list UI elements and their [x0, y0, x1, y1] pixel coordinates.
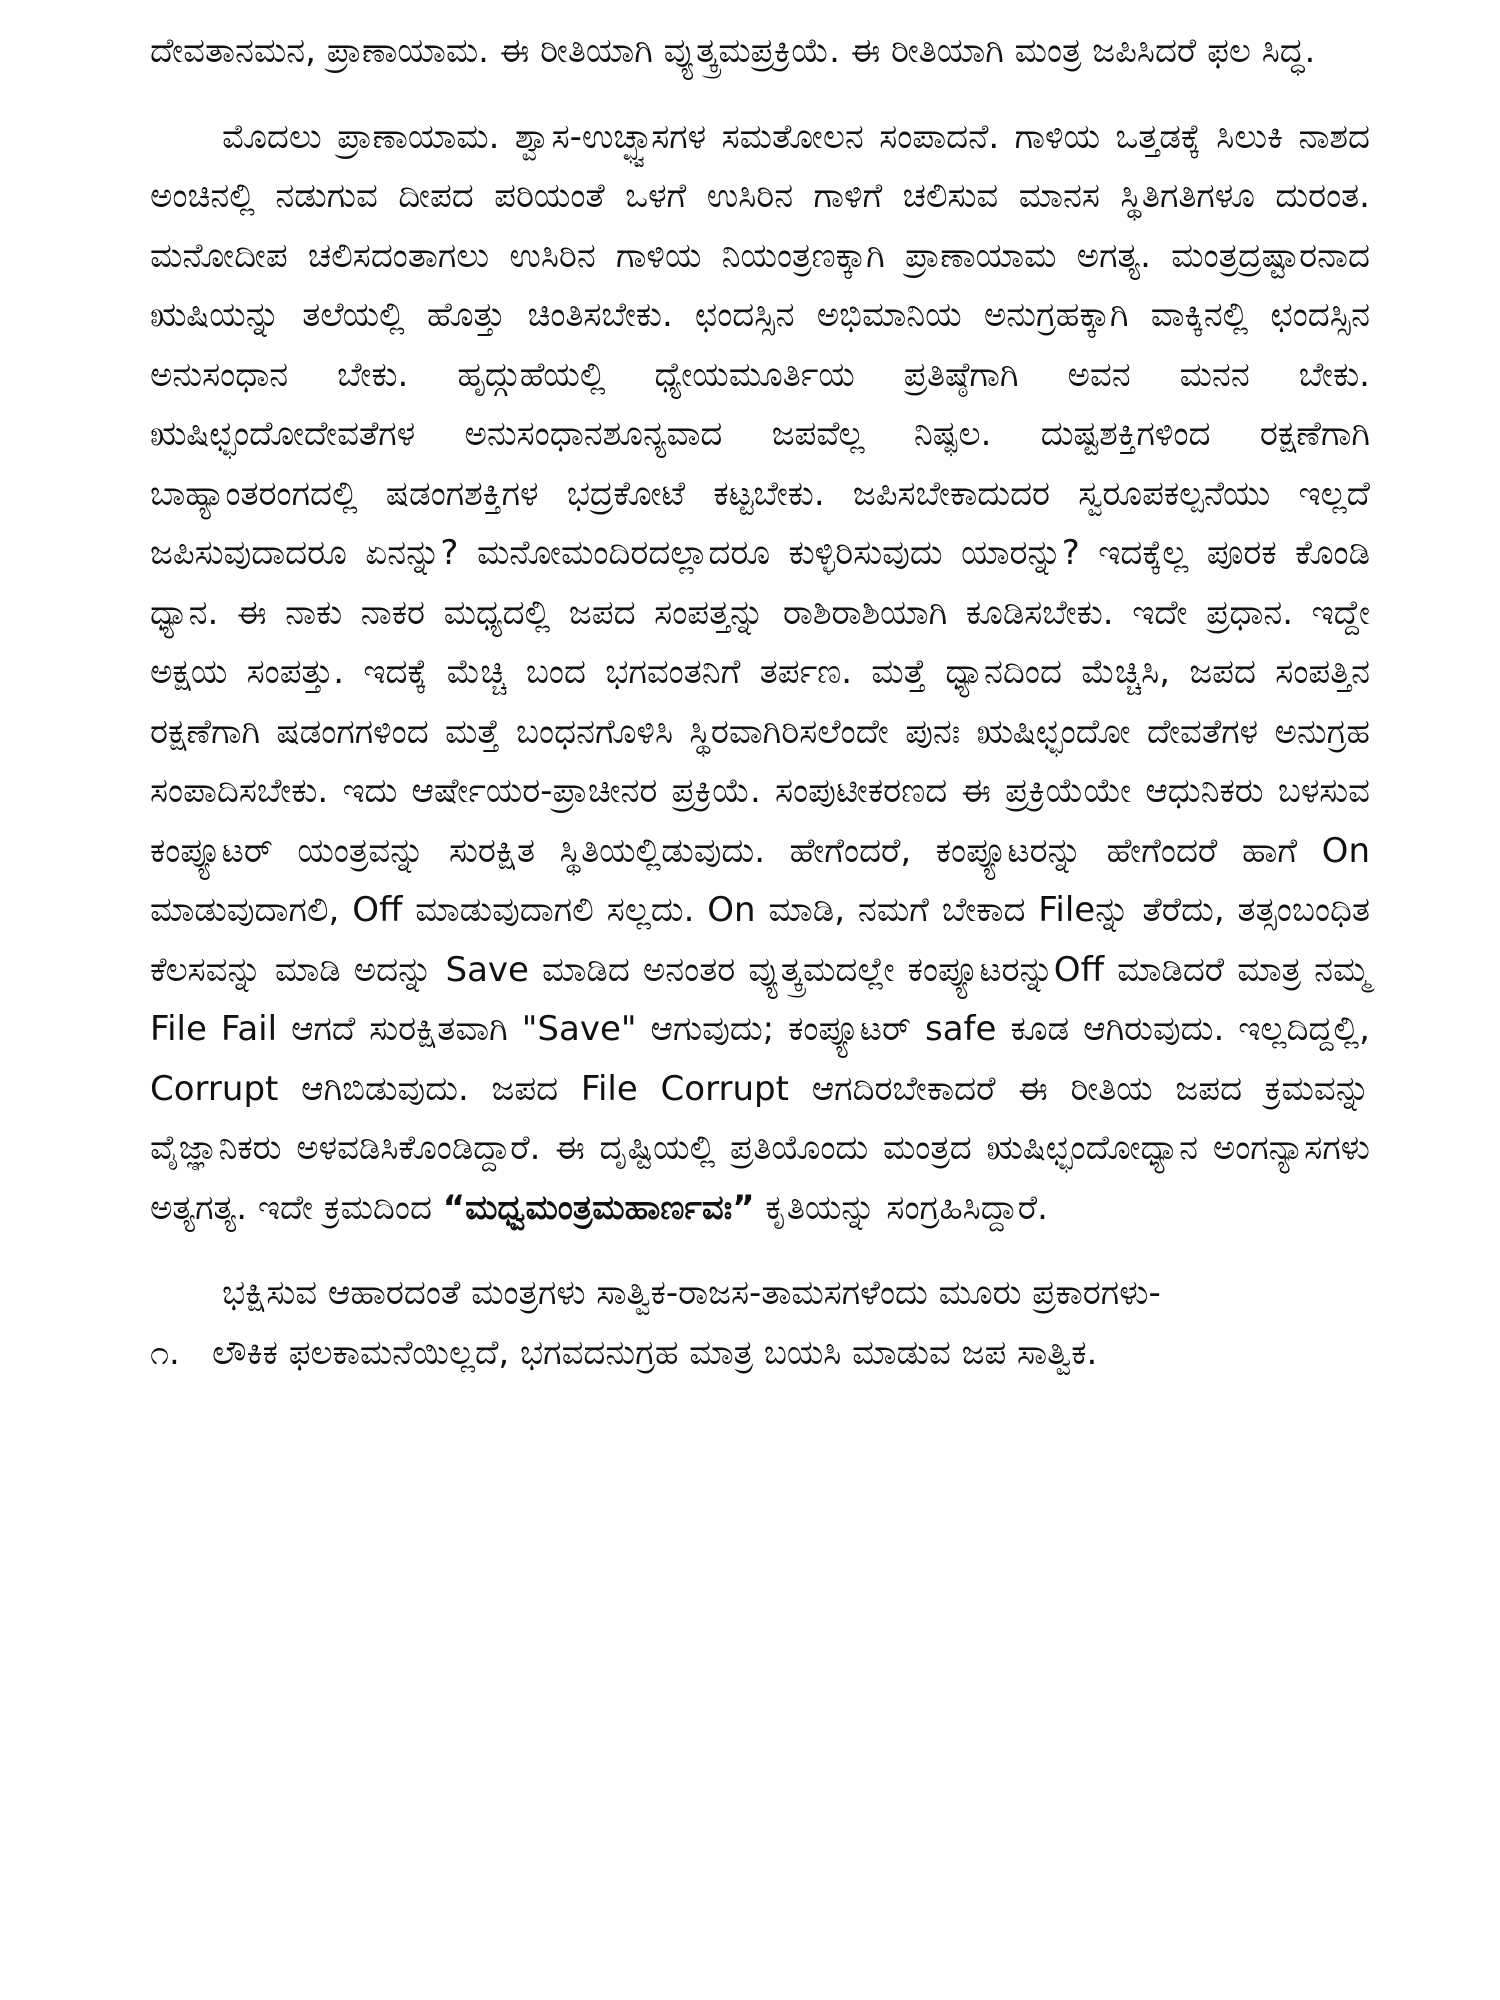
book-title: “ಮಧ್ವಮಂತ್ರಮಹಾರ್ಣವಃ”: [442, 1187, 755, 1228]
intro-paragraph: ದೇವತಾನಮನ, ಪ್ರಾಣಾಯಾಮ. ಈ ರೀತಿಯಾಗಿ ವ್ಯುತ್ಕ್ರಮಪ್ರಕ್ರಿಯೆ. ಈ ರೀತಿಯಾಗಿ ಮಂತ್ರ ಜಪಿಸಿದರೆ ಫಲ ಸಿದ್ಧ.: [150, 31, 1316, 71]
list-item: [150, 1324, 1370, 1384]
document-page: [150, 22, 1370, 1383]
main-paragraph: [150, 108, 1370, 1239]
list-item-number: ೧.: [150, 1332, 180, 1373]
list-item-text: ಲೌಕಿಕ ಫಲಕಾಮನೆಯಿಲ್ಲದೆ, ಭಗವದನುಗ್ರಹ ಮಾತ್ರ ಬಯಸಿ ಮಾಡುವ ಜಪ ಸಾತ್ವಿಕ.: [212, 1332, 1098, 1373]
main-paragraph-end: ಕೃತಿಯನ್ನು ಸಂಗ್ರಹಿಸಿದ್ದಾರೆ.: [754, 1187, 1048, 1228]
types-intro-paragraph: ಭಕ್ಷಿಸುವ ಆಹಾರದಂತೆ ಮಂತ್ರಗಳು ಸಾತ್ವಿಕ-ರಾಜಸ-ತಾಮಸಗಳೆಂದು ಮೂರು ಪ್ರಕಾರಗಳು-: [222, 1273, 1161, 1313]
main-paragraph-text: ಮೊದಲು ಪ್ರಾಣಾಯಾಮ. ಶ್ವಾಸ-ಉಚ್ಛ್ವಾಸಗಳ ಸಮತೋಲನ ಸಂಪಾದನೆ. ಗಾಳಿಯ ಒತ್ತಡಕ್ಕೆ ಸಿಲುಕಿ ನಾಶದ ಅಂಚಿನಲ್ಲಿ ನಡುಗುವ ದೀಪದ ಪರಿಯಂತೆ ಒಳಗೆ ಉಸಿರಿನ ಗಾಳಿಗೆ ಚಲಿಸುವ ಮಾನಸ ಸ್ಥಿತಿಗತಿಗಳೂ ದುರಂತ. ಮನೋದೀಪ ಚಲಿಸದಂತಾಗಲು ಉಸಿರಿನ ಗಾಳಿಯ ನಿಯಂತ್ರಣಕ್ಕಾಗಿ ಪ್ರಾಣಾಯಾಮ ಅಗತ್ಯ. ಮಂತ್ರದ್ರಷ್ಟಾರನಾದ ಋಷಿಯನ್ನು ತಲೆಯಲ್ಲಿ ಹೊತ್ತು ಚಿಂತಿಸಬೇಕು. ಛಂದಸ್ಸಿನ ಅಭಿಮಾನಿಯ ಅನುಗ್ರಹಕ್ಕಾಗಿ ವಾಕ್ಕಿನಲ್ಲಿ ಛಂದಸ್ಸಿನ ಅನುಸಂಧಾನ ಬೇಕು. ಹೃದ್ಗುಹೆಯಲ್ಲಿ ಧ್ಯೇಯಮೂರ್ತಿಯ ಪ್ರತಿಷ್ಠೆಗಾಗಿ ಅವನ ಮನನ ಬೇಕು. ಋಷಿಛ್ಛಂದೋದೇವತೆಗಳ ಅನುಸಂಧಾನಶೂನ್ಯವಾದ ಜಪವೆಲ್ಲ ನಿಷ್ಫಲ. ದುಷ್ಟಶಕ್ತಿಗಳಿಂದ ರಕ್ಷಣೆಗಾಗಿ ಬಾಹ್ಯಾಂತರಂಗದಲ್ಲಿ ಷಡಂಗಶಕ್ತಿಗಳ ಭದ್ರಕೋಟೆ ಕಟ್ಟಬೇಕು. ಜಪಿಸಬೇಕಾದುದರ ಸ್ವರೂಪಕಲ್ಪನೆಯು ಇಲ್ಲದೆ ಜಪಿಸುವುದಾದರೂ ಏನನ್ನು? ಮನೋಮಂದಿರದಲ್ಲಾದರೂ ಕುಳ್ಳಿರಿಸುವುದು ಯಾರನ್ನು? ಇದಕ್ಕೆಲ್ಲ ಪೂರಕ ಕೊಂಡಿ ಧ್ಯಾನ. ಈ ನಾಕು ನಾಕರ ಮಧ್ಯದಲ್ಲಿ ಜಪದ ಸಂಪತ್ತನ್ನು ರಾಶಿರಾಶಿಯಾಗಿ ಕೂಡಿಸಬೇಕು. ಇದೇ ಪ್ರಧಾನ. ಇದ್ದೇ ಅಕ್ಷಯ ಸಂಪತ್ತು. ಇದಕ್ಕೆ ಮೆಚ್ಚಿ ಬಂದ ಭಗವಂತನಿಗೆ ತರ್ಪಣ. ಮತ್ತೆ ಧ್ಯಾನದಿಂದ ಮೆಚ್ಚಿಸಿ, ಜಪದ ಸಂಪತ್ತಿನ ರಕ್ಷಣೆಗಾಗಿ ಷಡಂಗಗಳಿಂದ ಮತ್ತೆ ಬಂಧನಗೊಳಿಸಿ ಸ್ಥಿರವಾಗಿರಿಸಲೆಂದೇ ಪುನಃ ಋಷಿಛ್ಛಂದೋ ದೇವತೆಗಳ ಅನುಗ್ರಹ ಸಂಪಾದಿಸಬೇಕು. ಇದು ಆರ್ಷೇಯರ-ಪ್ರಾಚೀನರ ಪ್ರಕ್ರಿಯೆ. ಸಂಪುಟೀಕರಣದ ಈ ಪ್ರಕ್ರಿಯೆಯೇ ಆಧುನಿಕರು ಬಳಸುವ ಕಂಪ್ಯೂಟರ್ ಯಂತ್ರವನ್ನು ಸುರಕ್ಷಿತ ಸ್ಥಿತಿಯಲ್ಲಿಡುವುದು. ಹೇಗೆಂದರೆ, ಕಂಪ್ಯೂಟರನ್ನು ಹೇಗೆಂದರೆ ಹಾಗೆ On ಮಾಡುವುದಾಗಲಿ, Off ಮಾಡುವುದಾಗಲಿ ಸಲ್ಲದು. On ಮಾಡಿ, ನಮಗೆ ಬೇಕಾದ Fileನ್ನು ತೆರೆದು, ತತ್ಸಂಬಂಧಿತ ಕೆಲಸವನ್ನು ಮಾಡಿ ಅದನ್ನು Save ಮಾಡಿದ ಅನಂತರ ವ್ಯುತ್ಕ್ರಮದಲ್ಲೇ ಕಂಪ್ಯೂಟರನ್ನುOff ಮಾಡಿದರೆ ಮಾತ್ರ ನಮ್ಮ File Fail ಆಗದೆ ಸುರಕ್ಷಿತವಾಗಿ "Save" ಆಗುವುದು; ಕಂಪ್ಯೂಟರ್ safe ಕೂಡ ಆಗಿರುವುದು. ಇಲ್ಲದಿದ್ದಲ್ಲಿ, Corrupt ಆಗಿಬಿಡುವುದು. ಜಪದ File Corrupt ಆಗದಿರಬೇಕಾದರೆ ಈ ರೀತಿಯ ಜಪದ ಕ್ರಮವನ್ನು ವೈಜ್ಞಾನಿಕರು ಅಳವಡಿಸಿಕೊಂಡಿದ್ದಾರೆ. ಈ ದೃಷ್ಟಿಯಲ್ಲಿ ಪ್ರತಿಯೊಂದು ಮಂತ್ರದ ಋಷಿಛ್ಛಂದೋಧ್ಯಾನ ಅಂಗನ್ಯಾಸಗಳು ಅತ್ಯಗತ್ಯ. ಇದೇ ಕ್ರಮದಿಂದ: [150, 116, 1370, 1228]
